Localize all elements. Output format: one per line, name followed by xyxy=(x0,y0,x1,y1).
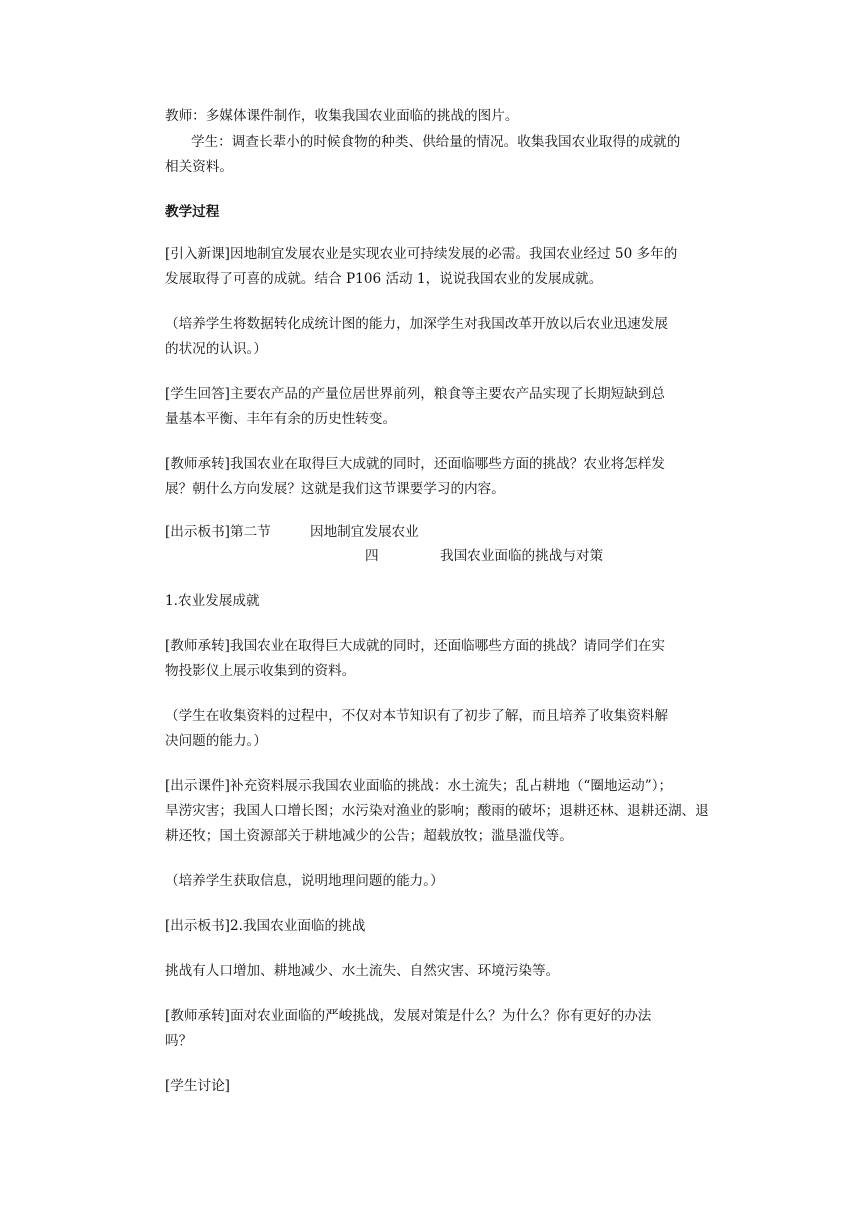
courseware-line3: 耕还牧；国土资源部关于耕地减少的公告；超载放牧；滥垦滥伐等。 xyxy=(165,828,573,844)
teacher-transition2-line1: [教师承转]我国农业在取得巨大成就的同时，还面临哪些方面的挑战？请同学们在实 xyxy=(165,638,665,654)
challenges-summary: 挑战有人口增加、耕地减少、水土流失、自然灾害、环境污染等。 xyxy=(165,963,560,979)
student-discussion: [学生讨论] xyxy=(165,1078,230,1094)
board1-part-c: 四 xyxy=(365,548,379,564)
materials-student-line1: 学生：调查长辈小的时候食物的种类、供给量的情况。收集我国农业取得的成就的 xyxy=(191,134,681,150)
courseware-line2: 旱涝灾害；我国人口增长图；水污染对渔业的影响；酸雨的破坏；退耕还林、退耕还湖、退 xyxy=(165,803,709,819)
board1-part-d: 我国农业面临的挑战与对策 xyxy=(440,548,604,564)
materials-teacher: 教师：多媒体课件制作，收集我国农业面临的挑战的图片。 xyxy=(165,108,519,124)
materials-student-line2: 相关资料。 xyxy=(165,159,233,175)
note3: （培养学生获取信息，说明地理问题的能力。） xyxy=(165,873,444,889)
teacher-transition3-line2: 吗？ xyxy=(165,1033,193,1049)
intro-line2: 发展取得了可喜的成就。结合 P106 活动 1，说说我国农业的发展成就。 xyxy=(165,271,603,287)
note2-line2: 决问题的能力。） xyxy=(165,733,267,749)
board1-part-a: [出示板书]第二节 xyxy=(165,524,271,540)
board1-part-b: 因地制宜发展农业 xyxy=(310,524,419,540)
student-answer-line1: [学生回答]主要农产品的产量位居世界前列，粮食等主要农产品实现了长期短缺到总 xyxy=(165,386,665,402)
intro-line1: [引入新课]因地制宜发展农业是实现农业可持续发展的必需。我国农业经过 50 多年的 xyxy=(165,246,678,262)
student-answer-line2: 量基本平衡、丰年有余的历史性转变。 xyxy=(165,411,397,427)
courseware-line1: [出示课件]补充资料展示我国农业面临的挑战：水土流失；乱占耕地（“圈地运动”）； xyxy=(165,778,673,794)
note1-line2: 的状况的认识。） xyxy=(165,341,267,357)
section-heading: 教学过程 xyxy=(165,204,220,220)
teacher-transition2-line2: 物投影仪上展示收集到的资料。 xyxy=(165,663,356,679)
list-item-1: 1.农业发展成就 xyxy=(165,593,260,609)
note1-line1: （培养学生将数据转化成统计图的能力，加深学生对我国改革开放以后农业迅速发展 xyxy=(165,316,668,332)
teacher-transition3-line1: [教师承转]面对农业面临的严峻挑战，发展对策是什么？为什么？你有更好的办法 xyxy=(165,1008,652,1024)
teacher-transition1-line1: [教师承转]我国农业在取得巨大成就的同时，还面临哪些方面的挑战？农业将怎样发 xyxy=(165,456,665,472)
teacher-transition1-line2: 展？朝什么方向发展？这就是我们这节课要学习的内容。 xyxy=(165,481,505,497)
board2: [出示板书]2.我国农业面临的挑战 xyxy=(165,918,366,934)
note2-line1: （学生在收集资料的过程中，不仅对本节知识有了初步了解，而且培养了收集资料解 xyxy=(165,708,668,724)
